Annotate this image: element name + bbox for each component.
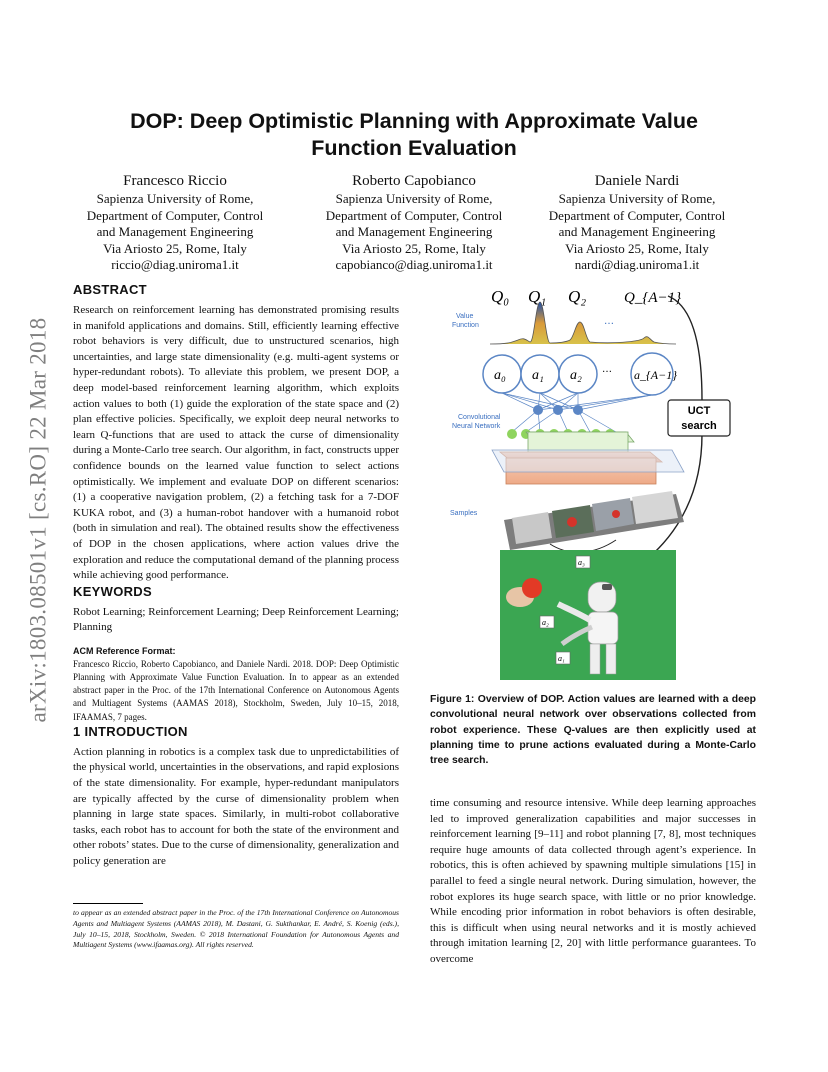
arxiv-identifier: arXiv:1803.08501v1 [cs.RO] 22 Mar 2018 xyxy=(25,317,50,723)
uct-label: UCT xyxy=(687,405,711,417)
author-affiliation: Sapienza University of Rome, xyxy=(96,191,254,206)
author-2 xyxy=(299,172,529,274)
author-3 xyxy=(522,172,752,274)
action-label-last: a_{A−1} xyxy=(634,368,678,382)
author-email: capobianco@diag.uniroma1.it xyxy=(335,257,493,272)
q-label-1: Q₁ xyxy=(528,287,547,306)
robot-body xyxy=(588,612,618,644)
abstract-text: Research on reinforcement learning has demonstrated promising results in manifold applications and domains. Still, efficiently learning effective robot behaviors is very difficult, due to unstructured scenarios, high uncertainties, and large state dimensionality (e.g. multi-agent systems or hyper-redundant robots). To alleviate this problem, we present DOP, a deep model-based reinforcement learning algorithm, which exploits action values to both (1) guide the exploration of the state space and (2) plan effective policies. Specifically, we exploit deep neural networks to learn Q-functions that are used to attack the curse of dimensionality during a Monte-Carlo tree search. Our algorithm, in fact, constructs upper confidence bounds on the learned value function to select actions optimistically. We implement and evaluate DOP on different scenarios: (1) a cooperative navigation problem, (2) a fetching task for a 7-DOF KUKA robot, and (3) a human-robot handover with a humanoid robot (both in simulation and real). The obtained results show the effectiveness of DOP in the chosen applications, where action values drive the exploration and reduce the computational demand of the planning process while achieving good performance. xyxy=(73,304,399,582)
uct-search-label: search xyxy=(681,420,717,432)
red-ball xyxy=(522,578,542,598)
author-address: Via Ariosto 25, Rome, Italy xyxy=(342,240,486,256)
footnote: to appear as an extended abstract paper in the Proc. of the 17th International Conference on Autonomous Agents and Multiagent Systems (AAMAS 2018), M. Dastani, G. Sukthankar, E. André, S. Koenig (eds.), July 10–15, 2018, Stockholm, Sweden. © 2018 International Foundation for Autonomous Agents and Multiagent Systems (www.ifaamas.org). All rights reserved. xyxy=(73,908,399,950)
robot-photo xyxy=(500,550,676,680)
keywords-text: Robot Learning; Reinforcement Learning; Deep Reinforcement Learning; Planning xyxy=(73,605,399,634)
value-distribution-curve xyxy=(490,302,676,344)
author-email: riccio@diag.uniroma1.it xyxy=(111,257,239,272)
action-label-1: a₁ xyxy=(532,368,544,383)
author-name: Roberto Capobianco xyxy=(352,173,476,189)
q-label-last: Q_{A−1} xyxy=(624,290,682,306)
author-email: nardi@diag.uniroma1.it xyxy=(574,257,700,272)
author-department-2: and Management Engineering xyxy=(96,224,254,239)
right-column-body xyxy=(430,796,756,968)
keywords-heading: KEYWORDS xyxy=(73,583,152,599)
cnn-label: Convolutional xyxy=(458,414,501,421)
paper-title: DOP: Deep Optimistic Planning with Approximate Value Function Evaluation xyxy=(130,109,698,160)
author-address: Via Ariosto 25, Rome, Italy xyxy=(565,240,709,256)
author-name: Francesco Riccio xyxy=(123,173,227,189)
introduction-text: Action planning in robotics is a complex task due to unpredictabilities of the physical world, uncertainties in the observations, and rapid explosions of the state dimensionality. For example, hyper-redundant manipulators are typically affected by the curse of dimensionality problem when planning in large state spaces. Similarly, in multi-robot collaborative tasks, each robot has to account for both the state of the environment and other robots’ states. Due to the curse of dimensionality, generalization and policy generation are xyxy=(73,745,399,868)
author-department-2: and Management Engineering xyxy=(558,224,716,239)
hidden-node xyxy=(553,405,563,415)
q-label-2: Q₂ xyxy=(568,287,587,306)
author-name: Daniele Nardi xyxy=(594,173,680,189)
acm-reference-text: Francesco Riccio, Roberto Capobianco, and Daniele Nardi. 2018. DOP: Deep Optimistic Planning with Approximate Value Function Evaluation. In to appear as an extended abstract paper in the Proc. of the 17th International Conference on Autonomous Agents and Multiagent Systems (AAMAS 2018), Stockholm, Sweden, July 10–15, 2018, IFAAMAS, 7 pages. xyxy=(73,658,399,722)
value-function-label-2: Function xyxy=(452,322,479,329)
action-label-2: a₂ xyxy=(570,368,582,383)
value-function-label: Value xyxy=(456,313,474,320)
samples-strip xyxy=(504,491,684,552)
footnote-divider xyxy=(73,903,143,904)
author-department: Department of Computer, Control xyxy=(86,207,264,223)
introduction-heading: 1 INTRODUCTION xyxy=(73,723,188,739)
abstract-heading: ABSTRACT xyxy=(73,282,147,297)
samples-label: Samples xyxy=(450,510,478,517)
left-column xyxy=(73,282,399,870)
author-affiliation: Sapienza University of Rome, xyxy=(558,191,716,206)
author-department-2: and Management Engineering xyxy=(335,224,493,239)
q-label-0: Q₀ xyxy=(491,287,510,306)
uct-arrow-top xyxy=(668,296,702,400)
input-plane xyxy=(492,450,684,472)
author-department: Department of Computer, Control xyxy=(325,207,503,223)
cnn-label-2: Neural Network xyxy=(452,423,501,430)
author-affiliation: Sapienza University of Rome, xyxy=(335,191,493,206)
figure-1 xyxy=(440,282,740,682)
action-ellipsis: … xyxy=(602,364,612,375)
arxiv-stamp xyxy=(18,280,58,760)
photo-label-3: a₃ xyxy=(578,558,585,567)
photo-label-1: a₁ xyxy=(558,654,565,663)
action-label-0: a₀ xyxy=(494,368,506,383)
author-department: Department of Computer, Control xyxy=(548,207,726,223)
body-text: time consuming and resource intensive. While deep learning approaches led to improved generalization capabilities and major successes in reinforcement learning [9–11] and robot planning [7, 8], most techniques require huge amounts of data collected through agent’s experience. In robotics, this is often achieved by spawning multiple simulations [15] in parallel to feed a single neural network. During simulation, however, the robot explores its huge search space, with little or no prior knowledge. While encoding prior information in robot behaviors is often desirable, this is difficult when using neural networks and it is mostly achieved through imitation learning [2, 20] with little performance guarantees. To overcome xyxy=(430,797,756,965)
acm-reference-heading: ACM Reference Format: xyxy=(73,645,176,656)
hidden-node xyxy=(573,405,583,415)
dop-overview-diagram xyxy=(440,282,740,682)
q-ellipsis: … xyxy=(604,316,614,327)
author-address: Via Ariosto 25, Rome, Italy xyxy=(103,240,247,256)
author-1 xyxy=(60,172,290,274)
hidden-node xyxy=(533,405,543,415)
figure-caption: Figure 1: Overview of DOP. Action values are learned with a deep convolutional neural network over observations collected from robot experience. These Q-values are then explicitly used at planning time to prune actions evaluated during a Monte-Carlo tree search. xyxy=(430,694,756,767)
photo-label-2: a₂ xyxy=(542,618,549,627)
